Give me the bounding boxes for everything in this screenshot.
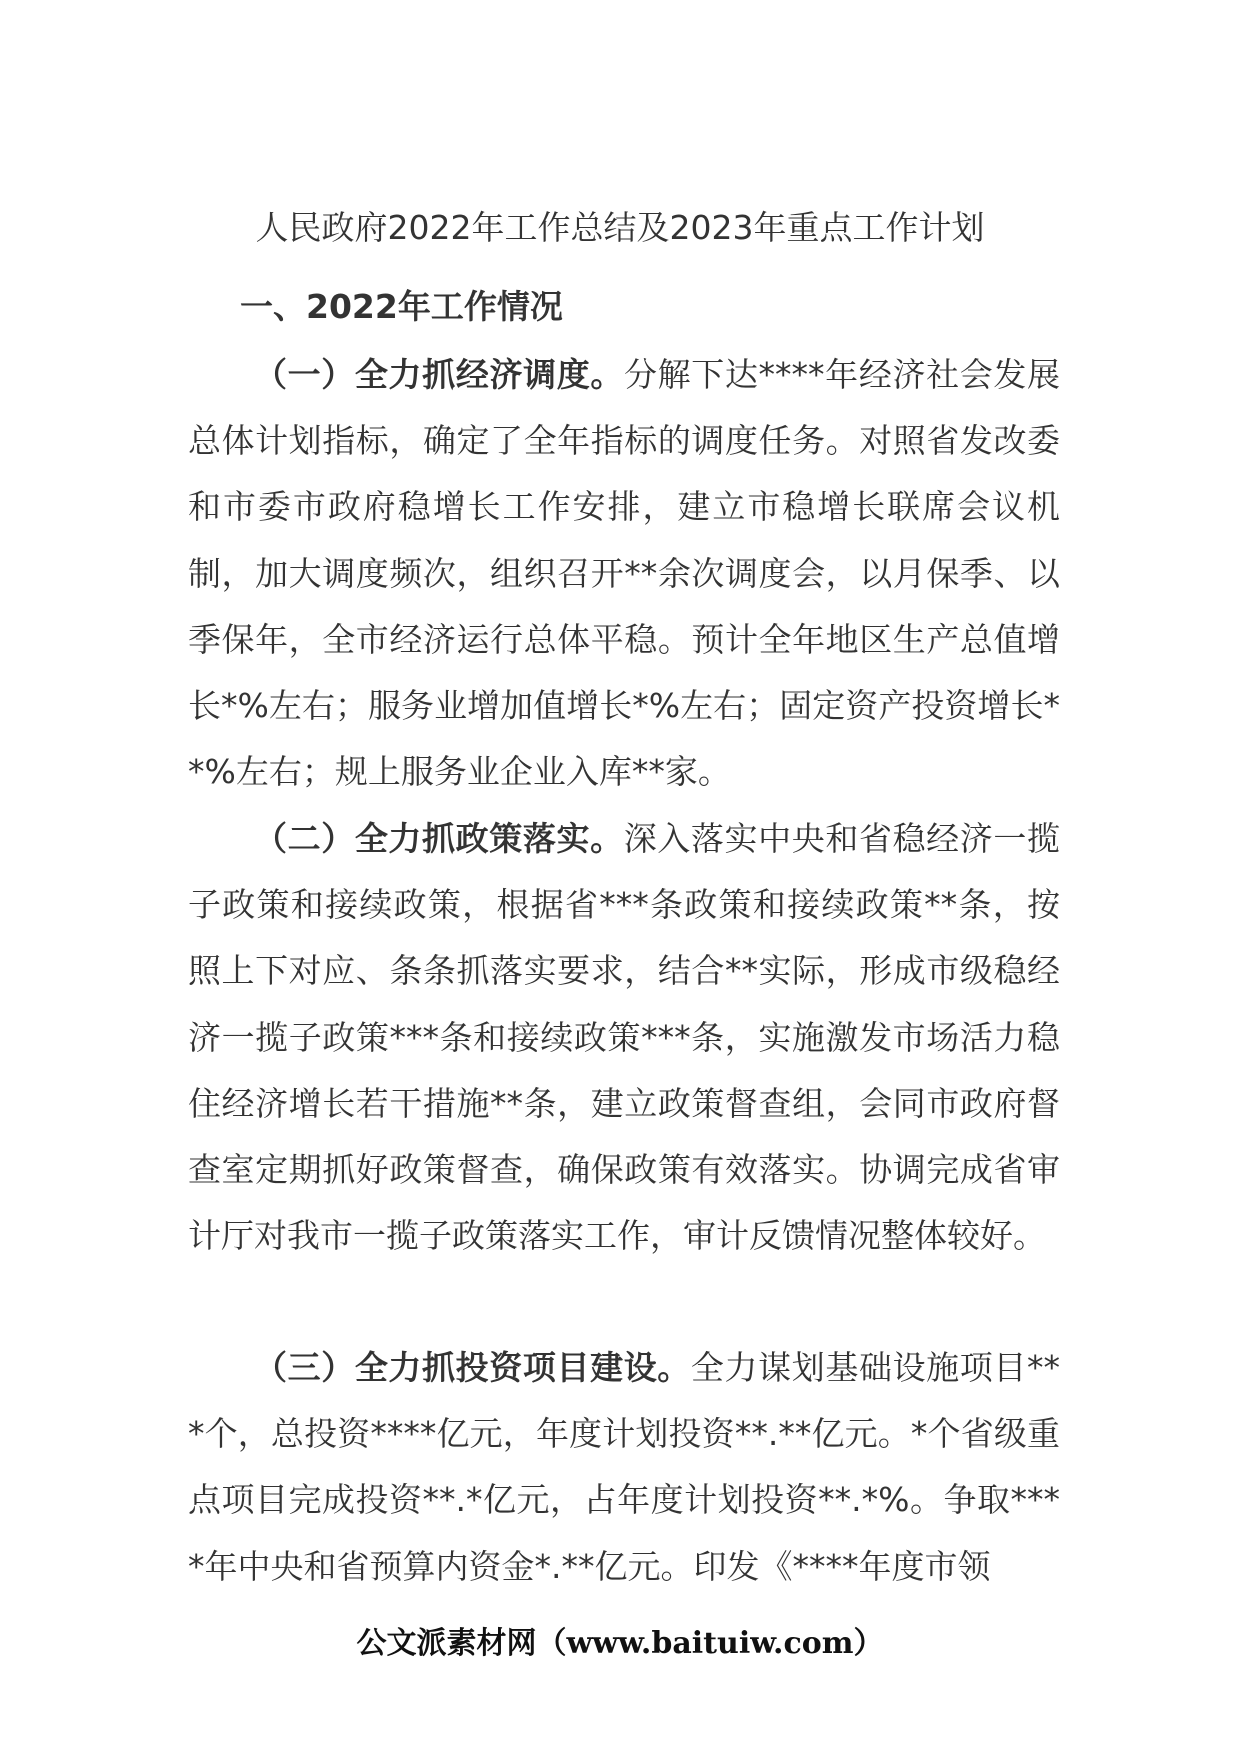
paragraph-investment-projects <box>188 1335 1060 1600</box>
paragraph-body: 深入落实中央和省稳经济一揽子政策和接续政策，根据省***条政策和接续政策**条，按照上下对应、条条抓落实要求，结合**实际，形成市级稳经济一揽子政策***条和接续政策***条，实施激发市场活力稳住经济增长若干措施**条，建立政策督查组，会同市政府督查室定期抓好政策督查，确保政策有效落实。协调完成省审计厅对我市一揽子政策落实工作，审计反馈情况整体较好。 <box>188 819 1061 1256</box>
paragraph-lead: （三）全力抓投资项目建设。 <box>254 1348 691 1387</box>
paragraph-body: 全力谋划基础设施项目***个，总投资****亿元，年度计划投资**.**亿元。*个省级重点项目完成投资**.*亿元，占年度计划投资**.*%。争取****年中央和省预算内资金*.**亿元。印发《****年度市领 <box>188 1348 1060 1586</box>
paragraph-lead: （二）全力抓政策落实。 <box>254 819 624 858</box>
document-title: 人民政府2022年工作总结及2023年重点工作计划 <box>255 208 985 247</box>
section-heading: 一、2022年工作情况 <box>240 287 563 326</box>
paragraph-economic-dispatch <box>188 342 1060 805</box>
paragraph-policy-implementation <box>188 806 1060 1269</box>
paragraph-body: 分解下达****年经济社会发展总体计划指标，确定了全年指标的调度任务。对照省发改委和市委市政府稳增长工作安排，建立市稳增长联席会议机制，加大调度频次，组织召开**余次调度会，以月保季、以季保年，全市经济运行总体平稳。预计全年地区生产总值增长*%左右；服务业增加值增长*%左右；固定资产投资增长**%左右；规上服务业企业入库**家。 <box>188 355 1061 792</box>
paragraph-lead: （一）全力抓经济调度。 <box>254 355 624 394</box>
footer-watermark: 公文派素材网（www.baituiw.com） <box>356 1626 884 1661</box>
